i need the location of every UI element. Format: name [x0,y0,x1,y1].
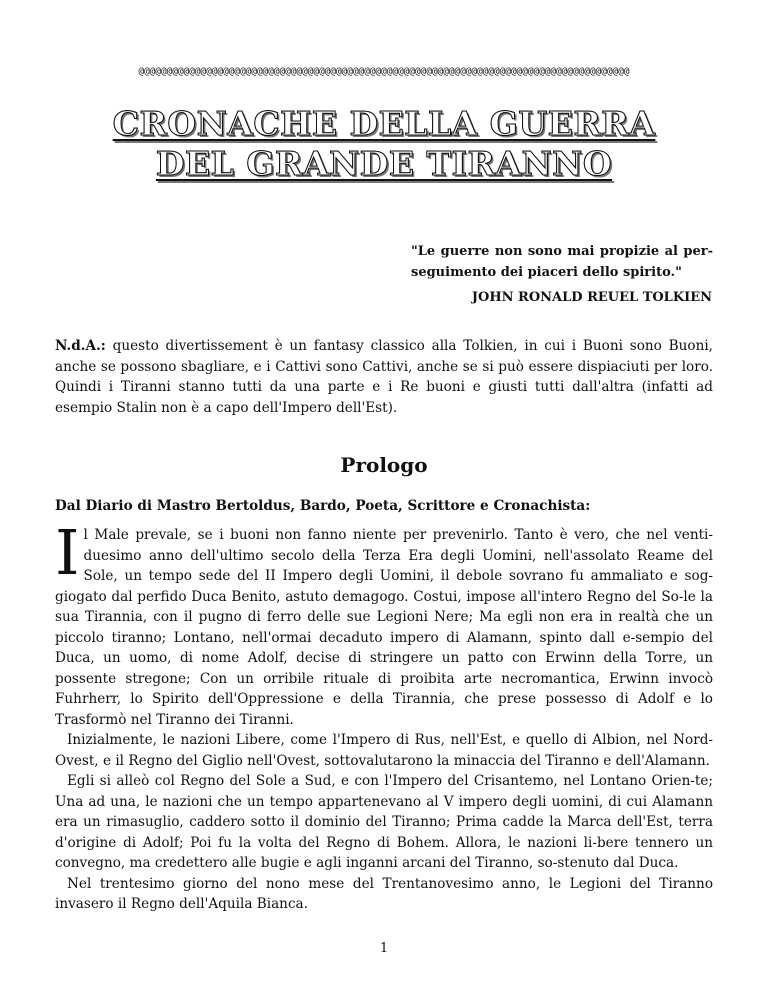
paragraph-1-text: l Male prevale, se i buoni non fanno niente per prevenirlo. Tanto è vero, che nel venti-duesimo anno dell'ultimo secolo della Terza Era degli Uomini, nell'assolato Reame del Sole, un tempo sede del II Impero degli Uomini, il debole sovrano fu ammaliato e sog-giogato dal perfido Duca Benito, astuto demagogo. Costui, impose all'intero Regno del So-le la sua Tirannia, con il pugno di ferro delle sue Legioni Nere; Ma egli non era in realtà che un piccolo tiranno; Lontano, nell'ormai decaduto impero di Alamann, spinto dall e-sempio del Duca, un uomo, di nome Adolf, decise di stringere un patto con Erwinn della Torre, un possente stregone; Con un orribile rituale di proibita arte necromantica, Erwinn invocò Fuhrherr, lo Spirito dell'Oppressione e della Tirannia, che prese possesso di Adolf e lo Trasformò nel Tiranno dei Tiranni. [55,527,713,728]
prologue-source: Dal Diario di Mastro Bertoldus, Bardo, Poeta, Scrittore e Cronachista: [55,498,591,514]
paragraph-4: Nel trentesimo giorno del nono mese del Trentanovesimo anno, le Legioni del Tiranno invasero il Regno dell'Aquila Bianca. [55,875,713,912]
author-note-label: N.d.A.: [55,338,106,354]
paragraph-2: Inizialmente, le nazioni Libere, come l'Impero di Rus, nell'Est, e quello di Albion, nel Nord-Ovest, e il Regno del Giglio nell'Ovest, sottovalutarono la minaccia del Tiranno e dell'Alamann. [55,732,713,769]
drop-cap: I [55,516,80,589]
paragraph-3: Egli si alleò col Regno del Sole a Sud, e con l'Impero del Crisantemo, nel Lontano Orien-te; Una ad una, le nazioni che un tempo appartenevano al V impero degli uomini, di cui Alamann era un rimasuglio, caddero sotto il dominio del Tiranno; Prima cadde la Marca dell'Est, terra d'origine di Adolf; Poi fu la volta del Regno di Bohem. Allora, le nazioni li-bere tennero un convegno, ma credettero alle bugie e agli inganni arcani del Tiranno, so-stenuto dal Duca. [55,773,713,871]
author-note [55,336,713,418]
document-title [60,104,708,184]
title-line-2: DEL GRANDE TIRANNO [155,144,613,183]
epigraph-quote: "Le guerre non sono mai propizie al per-seguimento dei piaceri dello spirito." [411,244,713,280]
title-line-1: CRONACHE DELLA GUERRA [112,104,656,143]
page-number: 1 [379,941,389,956]
paragraph-1 [55,516,713,730]
decorative-border: @@@@@@@@@@@@@@@@@@@@@@@@@@@@@@@@@@@@@@@@@@@@@@@@@@@@@@@@@@@@@@@@@@@@@@@@@@@@@@@@@@@@@@@ [138,66,630,77]
prologue-heading: Prologo [340,453,428,477]
author-note-text: questo divertissement è un fantasy classico alla Tolkien, in cui i Buoni sono Buoni, anche se possono sbagliare, e i Cattivi sono Cattivi, anche se si può essere dispiaciuti per loro. Quindi i Tiranni stanno tutti da una parte e i Re buoni e giusti tutti dall'altra (infatti ad esempio Stalin non è a capo dell'Impero dell'Est). [55,338,713,416]
prologue-body [55,516,713,915]
epigraph-author: JOHN RONALD REUEL TOLKIEN [471,290,712,305]
